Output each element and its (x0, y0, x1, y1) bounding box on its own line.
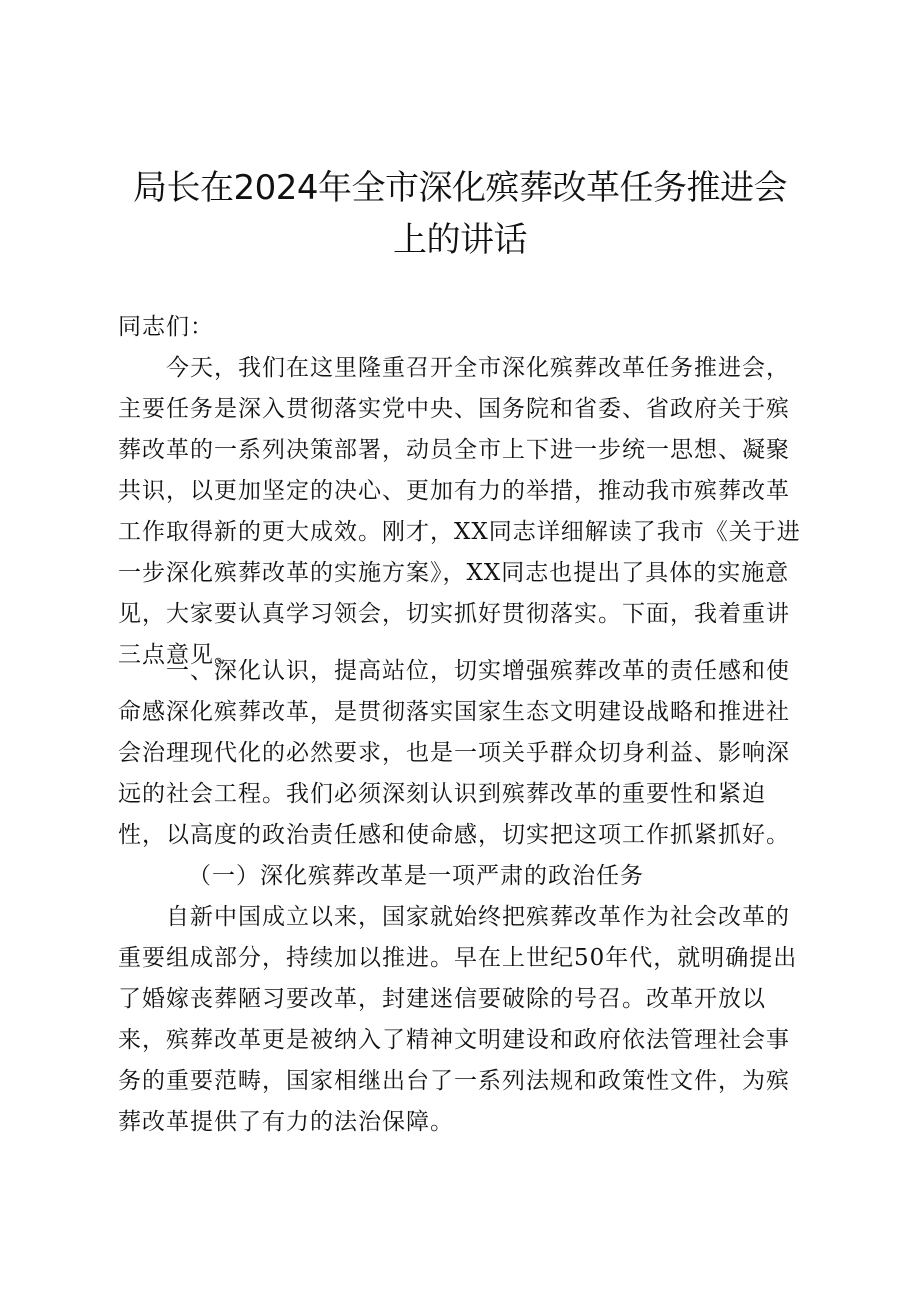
subsection-heading-1: （一）深化殡葬改革是一项严肃的政治任务 (188, 863, 644, 889)
section-heading-1: 一、深化认识，提高站位，切实增强殡葬改革的责任感和使命感 (118, 658, 790, 725)
salutation: 同志们： (118, 314, 214, 340)
document-title-line-1: 局长在2024年全市深化殡葬改革任务推进会 (132, 168, 788, 208)
document-title-line-2: 上的讲话 (393, 220, 527, 260)
paragraph-subsection-1: 自新中国成立以来，国家就始终把殡葬改革作为社会改革的重要组成部分，持续加以推进。早在上世纪50年代，就明确提出了婚嫁丧葬陋习要改革，封建迷信要破除的号召。改革开放以来，殡葬改革更是被纳入了精神文明建设和政府依法管理社会事务的重要范畴，国家相继出台了一系列法规和政策性文件，为殡葬改革提供了有力的法治保障。 (118, 904, 798, 1135)
paragraph-section-1: 深化殡葬改革，是贯彻落实国家生态文明建设战略和推进社会治理现代化的必然要求，也是一项关乎群众切身利益、影响深远的社会工程。我们必须深刻认识到殡葬改革的重要性和紧迫性，以高度的政治责任感和使命感，切实把这项工作抓紧抓好。 (118, 699, 790, 848)
paragraph-intro: 今天，我们在这里隆重召开全市深化殡葬改革任务推进会，主要任务是深入贯彻落实党中央、国务院和省委、省政府关于殡葬改革的一系列决策部署，动员全市上下进一步统一思想、凝聚共识，以更加坚定的决心、更加有力的举措，推动我市殡葬改革工作取得新的更大成效。刚才，XX同志详细解读了我市《关于进一步深化殡葬改革的实施方案》，XX同志也提出了具体的实施意见，大家要认真学习领会，切实抓好贯彻落实。下面，我着重讲三点意见。 (118, 355, 801, 668)
